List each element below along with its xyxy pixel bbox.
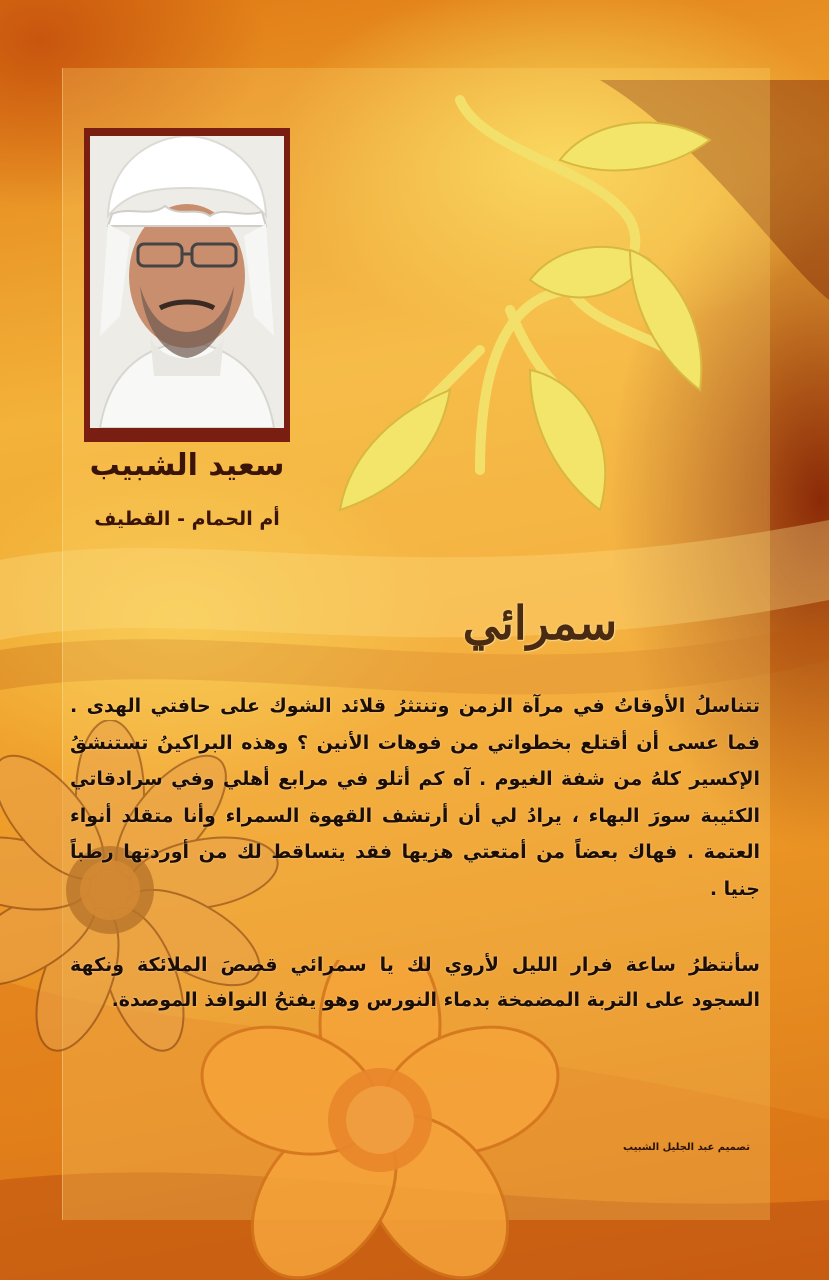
author-name: سعيد الشبيب	[89, 448, 285, 483]
design-credit: تصميم عبد الجليل الشبيب	[623, 1142, 750, 1153]
author-photo	[90, 136, 284, 428]
author-portrait	[90, 136, 284, 428]
book-title: سمرائي	[462, 596, 618, 650]
author-photo-frame	[84, 128, 290, 442]
back-cover-paragraph-1: تتناسلُ الأوقاتُ في مرآة الزمن وتنتثرُ قلائد الشوك على حافتي الهدى . فما عسى أن أقتلع بخطواتي من فوهات الأنين ؟ وهذه البراكينُ تستنشقُ الإكسير كلهُ من شفة الغيوم . آه كم أتلو في مرابع أهلي وفي سرادقاتي الكئيبة سورَ البهاء ، يرادُ لي أن أرتشف القهوة السمراء وأنا متقلد أنواء العتمة . فهاك بعضاً من أمتعتي هزيها فقد يتساقط لك من أوردتها رطباً جنيا .	[70, 695, 760, 900]
author-place: أم الحمام - القطيف	[94, 508, 280, 530]
leaf-branch-illustration	[330, 90, 730, 520]
back-cover-paragraph-2: سأنتظرُ ساعة فرار الليل لأروي لك يا سمرائي قصصَ الملائكة ونكهة السجود على التربة المضمخة بدماء النورس وهو يفتحُ النوافذ الموصدة.	[70, 954, 760, 1011]
